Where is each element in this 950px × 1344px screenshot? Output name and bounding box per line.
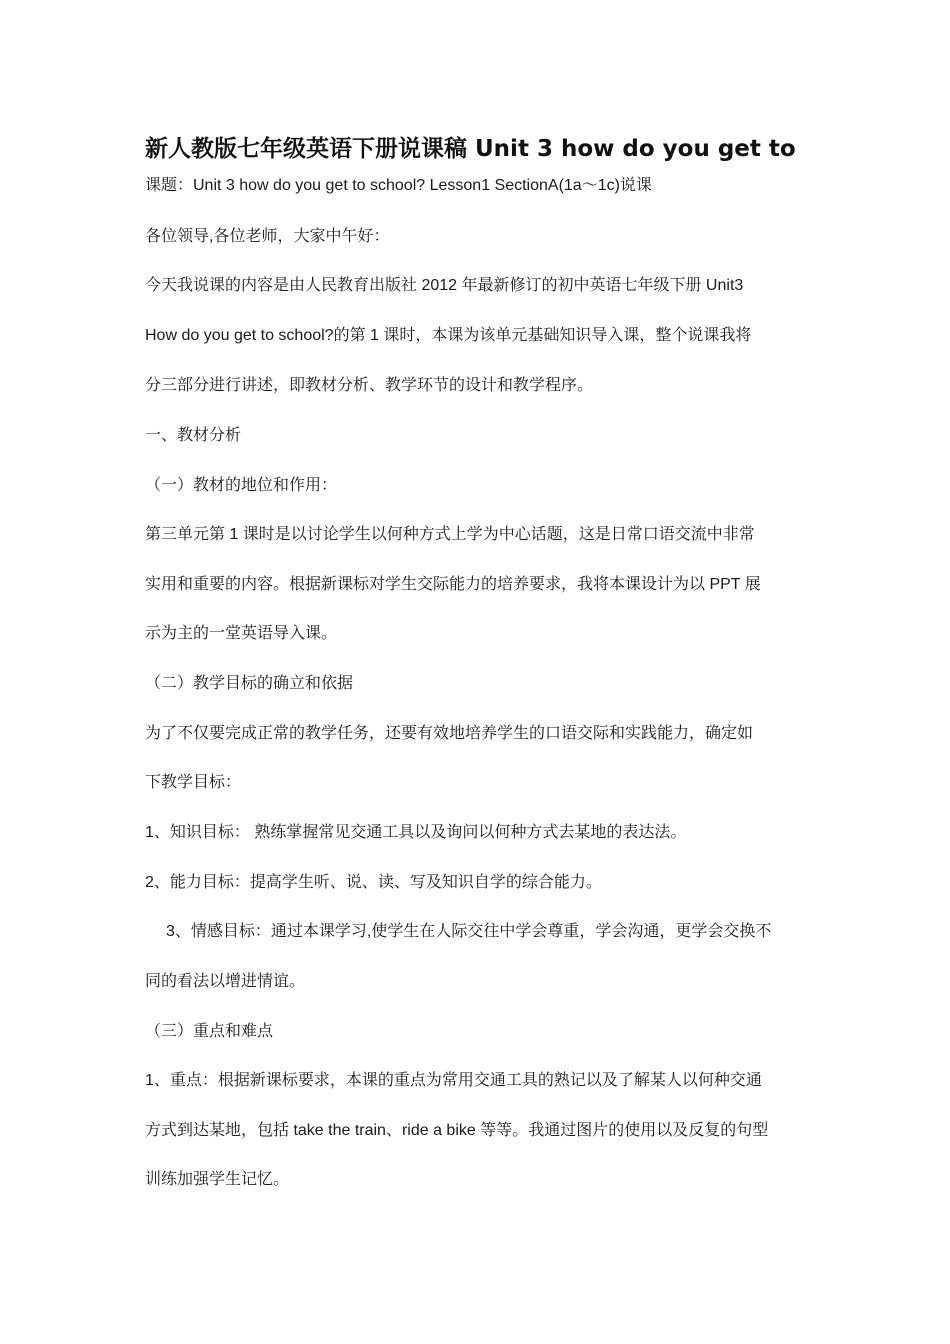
- paragraph-line: 示为主的一堂英语导入课。: [145, 625, 338, 642]
- lesson-topic-line: 课题：Unit 3 how do you get to school? Lesson1 SectionA(1a～1c)说课: [145, 177, 652, 194]
- paragraph-line: 为了不仅要完成正常的教学任务，还要有效地培养学生的口语交际和实践能力，确定如: [145, 725, 754, 742]
- subsection-heading: （二）教学目标的确立和依据: [145, 675, 354, 692]
- paragraph-line: 下教学目标：: [145, 774, 242, 791]
- paragraph-line: 今天我说课的内容是由人民教育出版社 2012 年最新修订的初中英语七年级下册 Unit3: [145, 277, 744, 294]
- paragraph-line: 同的看法以增进情谊。: [145, 973, 306, 990]
- paragraph-line: 分三部分进行讲述，即教材分析、教学环节的设计和教学程序。: [145, 377, 594, 394]
- list-item: 3、情感目标：通过本课学习,使学生在人际交往中学会尊重，学会沟通，更学会交换不: [166, 923, 772, 940]
- list-item: 2、能力目标：提高学生听、说、读、写及知识自学的综合能力。: [145, 874, 602, 891]
- subsection-heading: （一）教材的地位和作用：: [145, 477, 338, 494]
- paragraph-line: How do you get to school?的第 1 课时，本课为该单元基础知识导入课，整个说课我将: [145, 327, 752, 344]
- subsection-heading: （三）重点和难点: [145, 1023, 274, 1040]
- document-title: 新人教版七年级英语下册说课稿 Unit 3 how do you get to: [145, 136, 796, 162]
- greeting-line: 各位领导,各位老师，大家中午好：: [145, 228, 390, 245]
- list-item: 1、重点：根据新课标要求，本课的重点为常用交通工具的熟记以及了解某人以何种交通: [145, 1072, 762, 1089]
- section-heading: 一、教材分析: [145, 427, 242, 444]
- paragraph-line: 训练加强学生记忆。: [145, 1171, 290, 1188]
- paragraph-line: 方式到达某地，包括 take the train、ride a bike 等等。我通过图片的使用以及反复的句型: [145, 1122, 769, 1139]
- list-item: 1、知识目标： 熟练掌握常见交通工具以及询问以何种方式去某地的表达法。: [145, 824, 687, 841]
- paragraph-line: 第三单元第 1 课时是以讨论学生以何种方式上学为中心话题，这是日常口语交流中非常: [145, 526, 755, 543]
- paragraph-line: 实用和重要的内容。根据新课标对学生交际能力的培养要求，我将本课设计为以 PPT 展: [145, 576, 761, 593]
